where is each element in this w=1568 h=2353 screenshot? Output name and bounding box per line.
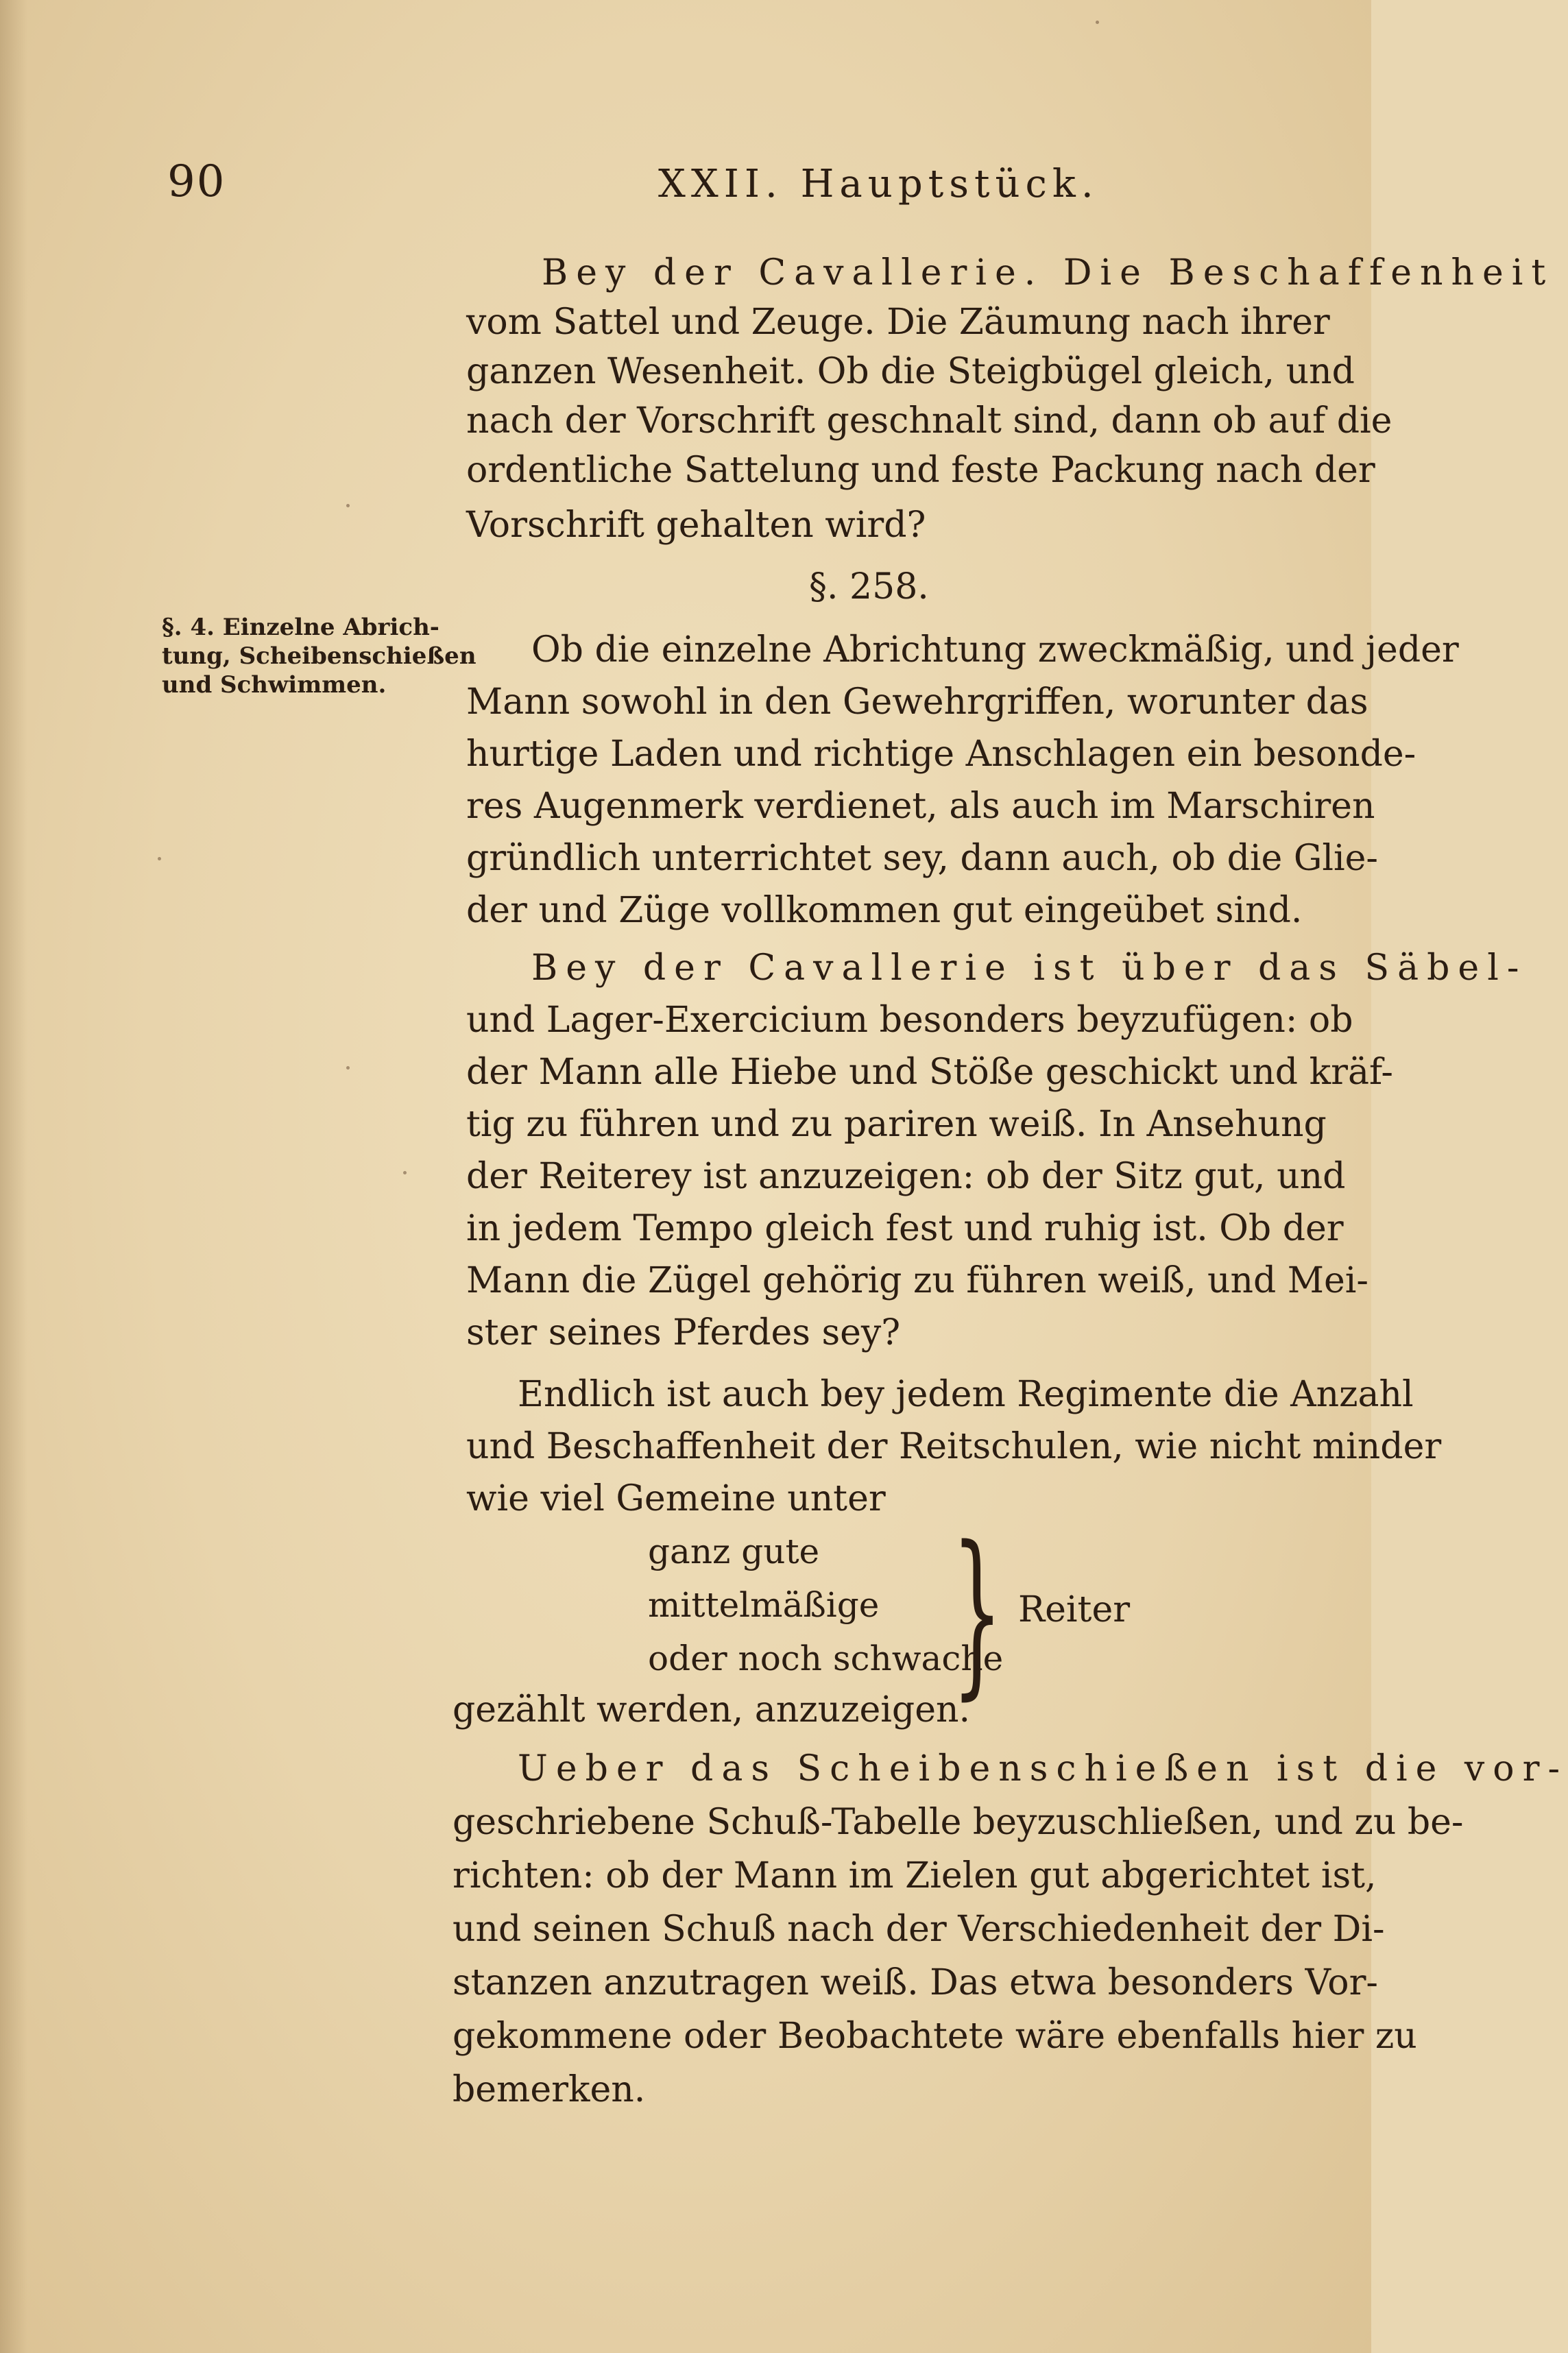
text-line: gründlich unterrichtet sey, dann auch, ob die Glie-	[466, 838, 1378, 879]
text-line: tig zu führen und zu pariren weiß. In Ansehung	[466, 1104, 1327, 1145]
paper-speck	[158, 857, 161, 860]
text-line: und Lager-Exercicium besonders beyzufügen: ob	[466, 1000, 1353, 1041]
marginal-note-line: und Schwimmen.	[162, 671, 387, 699]
text-line: Bey der Cavallerie ist über das Säbel-	[531, 948, 1528, 989]
paper-speck	[346, 504, 350, 507]
text-line: res Augenmerk verdienet, als auch im Marschiren	[466, 786, 1375, 827]
curly-brace-icon: }	[952, 1509, 1003, 1716]
text-line: in jedem Tempo gleich fest und ruhig ist. Ob der	[466, 1208, 1344, 1249]
brace-label: Reiter	[1018, 1589, 1131, 1630]
text-line: der Reiterey ist anzuzeigen: ob der Sitz gut, und	[466, 1156, 1346, 1197]
text-line: der Mann alle Hiebe und Stöße geschickt und kräf-	[466, 1052, 1393, 1093]
text-line: der und Züge vollkommen gut eingeübet sind.	[466, 890, 1303, 931]
text-line: Vorschrift gehalten wird?	[466, 505, 926, 546]
text-line: Ueber das Scheibenschießen ist die vor-	[518, 1748, 1568, 1789]
braced-list-item: ganz gute	[648, 1532, 820, 1571]
text-line: wie viel Gemeine unter	[466, 1478, 886, 1519]
running-head: XXII. Hauptstück.	[658, 162, 1099, 206]
text-line: Ob die einzelne Abrichtung zweckmäßig, und jeder	[531, 629, 1459, 671]
text-line: Mann sowohl in den Gewehrgriffen, worunter das	[466, 681, 1368, 723]
paper-speck	[403, 1171, 407, 1174]
paper-speck	[346, 1066, 350, 1070]
text-line: ganzen Wesenheit. Ob die Steigbügel gleich, und	[466, 351, 1355, 392]
text-line: stanzen anzutragen weiß. Das etwa besonders Vor-	[453, 1962, 1378, 2003]
paper-speck	[1096, 21, 1099, 24]
text-line: und seinen Schuß nach der Verschiedenheit der Di-	[453, 1909, 1385, 1950]
text-line: richten: ob der Mann im Zielen gut abgerichtet ist,	[453, 1855, 1377, 1896]
text-line: und Beschaffenheit der Reitschulen, wie nicht minder	[466, 1426, 1442, 1467]
page-number: 90	[167, 156, 226, 207]
text-line: ster seines Pferdes sey?	[466, 1312, 901, 1353]
text-line: gekommene oder Beobachtete wäre ebenfalls hier zu	[453, 2016, 1417, 2057]
text-line: hurtige Laden und richtige Anschlagen ein besonde-	[466, 734, 1416, 775]
page-edge-shadow	[0, 0, 27, 2353]
text-line: gezählt werden, anzuzeigen.	[453, 1689, 971, 1730]
text-line: bemerken.	[453, 2069, 646, 2110]
text-line: nach der Vorschrift geschnalt sind, dann ob auf die	[466, 400, 1392, 442]
section-number: §. 258.	[809, 566, 929, 607]
text-line: geschriebene Schuß-Tabelle beyzuschließen, und zu be-	[453, 1802, 1464, 1843]
text-line: Mann die Zügel gehörig zu führen weiß, und Mei-	[466, 1260, 1368, 1301]
text-line: ordentliche Sattelung und feste Packung nach der	[466, 450, 1375, 491]
braced-list-item: oder noch schwache	[648, 1639, 1004, 1678]
marginal-note-line: tung, Scheibenschießen	[162, 642, 477, 670]
text-line: Endlich ist auch bey jedem Regimente die Anzahl	[518, 1374, 1414, 1415]
marginal-note-line: §. 4. Einzelne Abrich-	[162, 614, 439, 641]
text-line: Bey der Cavallerie. Die Beschaffenheit	[542, 252, 1554, 293]
braced-list-item: mittelmäßige	[648, 1585, 880, 1625]
text-line: vom Sattel und Zeuge. Die Zäumung nach ihrer	[466, 302, 1330, 343]
